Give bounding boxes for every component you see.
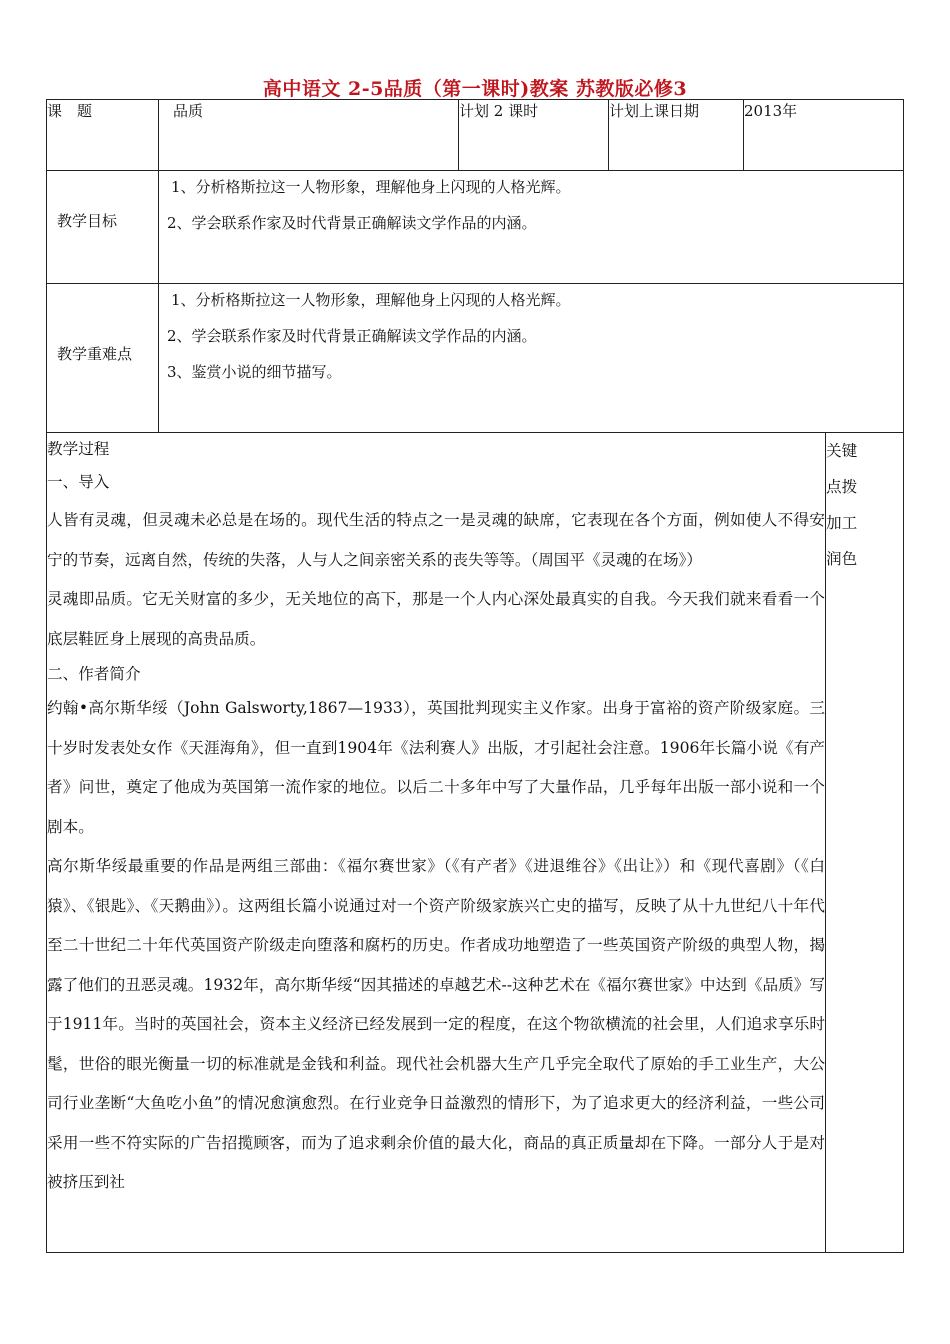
header-row: [47, 100, 904, 171]
side-note: 润色: [826, 550, 858, 568]
date-value: 2013年: [744, 100, 904, 171]
process-paragraph: 灵魂即品质。它无关财富的多少，无关地位的高下，那是一个人内心深处最真实的自我。今天我们就来看看一个底层鞋匠身上展现的高贵品质。: [47, 590, 825, 648]
side-note: 关键: [826, 442, 858, 460]
objectives-content: [159, 171, 904, 284]
key-point-item: 1、分析格斯拉这一人物形象，理解他身上闪现的人格光辉。: [171, 291, 571, 309]
objectives-label: 教学目标: [47, 171, 159, 284]
topic-value: 品质: [159, 100, 459, 171]
document-title: 高中语文 2-5品质（第一课时)教案 苏教版必修3: [262, 78, 688, 100]
section-heading-intro: 一、导入: [47, 473, 110, 491]
side-notes-column: [826, 433, 904, 1253]
key-points-row: [47, 284, 904, 433]
objective-item: 2、学会联系作家及时代背景正确解读文学作品的内涵。: [167, 214, 537, 232]
date-label: 计划上课日期: [609, 100, 744, 171]
key-points-label: 教学重难点: [47, 284, 159, 433]
key-points-content: [159, 284, 904, 433]
section-heading-author: 二、作者简介: [47, 665, 141, 683]
objective-item: 1、分析格斯拉这一人物形象，理解他身上闪现的人格光辉。: [171, 178, 571, 196]
side-note: 点拨: [826, 478, 858, 496]
key-point-item: 2、学会联系作家及时代背景正确解读文学作品的内涵。: [167, 327, 537, 345]
process-label: 教学过程: [47, 440, 110, 458]
process-paragraph: 约翰•高尔斯华绥（John Galsworty,1867—1933），英国批判现实主义作家。出身于富裕的资产阶级家庭。三十岁时发表处女作《天涯海角》，但一直到1904年《法利赛人》出版，才引起社会注意。1906年长篇小说《有产者》问世，奠定了他成为英国第一流作家的地位。以后二十多年中写了大量作品，几乎每年出版一部小说和一个剧本。: [47, 699, 825, 836]
key-point-item: 3、鉴赏小说的细节描写。: [167, 363, 342, 381]
side-note: 加工: [826, 514, 858, 532]
objectives-row: [47, 171, 904, 284]
process-paragraph: 高尔斯华绥最重要的作品是两组三部曲：《福尔赛世家》（《有产者》《进退维谷》《出让》）和《现代喜剧》（《白猿》、《银匙》、《天鹅曲》）。这两组长篇小说通过对一个资产阶级家族兴亡史的描写，反映了从十九世纪八十年代至二十世纪二十年代英国资产阶级走向堕落和腐朽的历史。作者成功地塑造了一些英国资产阶级的典型人物，揭露了他们的丑恶灵魂。1932年，高尔斯华绥“因其描述的卓越艺术--这种艺术在《福尔赛世家》中达到《品质》写于1911年。当时的英国社会，资本主义经济已经发展到一定的程度，在这个物欲横流的社会里，人们追求享乐时髦，世俗的眼光衡量一切的标准就是金钱和利益。现代社会机器大生产几乎完全取代了原始的手工业生产，大公司行业垄断“大鱼吃小鱼”的情况愈演愈烈。在行业竞争日益激烈的情形下，为了追求更大的经济利益，一些公司采用一些不符实际的广告招揽顾客，而为了追求剩余价值的最大化，商品的真正质量却在下降。一部分人于是对被挤压到社: [47, 857, 825, 1191]
teaching-process: [47, 433, 826, 1253]
topic-label: 课 题: [47, 100, 159, 171]
process-row: [47, 433, 904, 1253]
planned-hours: 计划 2 课时: [459, 100, 609, 171]
lesson-plan-table: [46, 99, 904, 1253]
process-paragraph: 人皆有灵魂，但灵魂未必总是在场的。现代生活的特点之一是灵魂的缺席，它表现在各个方面，例如使人不得安宁的节奏，远离自然，传统的失落，人与人之间亲密关系的丧失等等。（周国平《灵魂的在场》）: [47, 511, 825, 569]
